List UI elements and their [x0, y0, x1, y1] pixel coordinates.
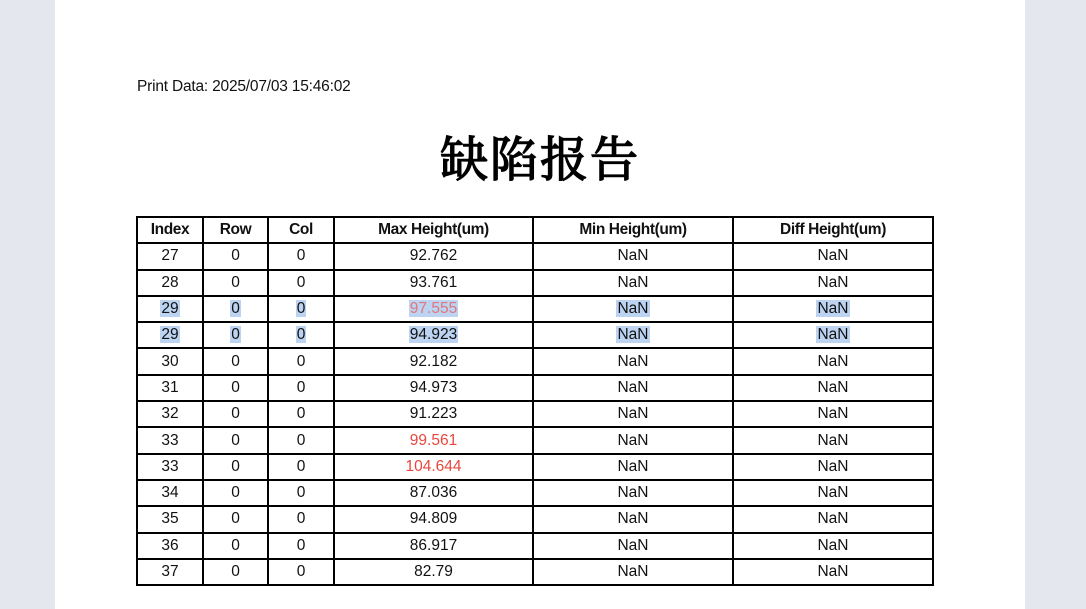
- cell-diff-height[interactable]: [733, 270, 933, 296]
- cell-min-height[interactable]: [533, 243, 733, 269]
- cell-min-height-text: NaN: [617, 484, 649, 502]
- cell-index[interactable]: [137, 375, 203, 401]
- cell-diff-height[interactable]: [733, 322, 933, 348]
- cell-diff-height-text: NaN: [817, 273, 849, 291]
- cell-index-text: 32: [161, 405, 179, 423]
- cell-row-text: 0: [231, 378, 240, 396]
- cell-max-height[interactable]: [334, 322, 533, 348]
- cell-col-text: 0: [296, 563, 306, 580]
- cell-diff-height-text: NaN: [817, 563, 849, 580]
- cell-row[interactable]: [203, 480, 268, 506]
- cell-col-text: 0: [296, 300, 306, 318]
- cell-max-height[interactable]: [334, 480, 533, 506]
- cell-min-height[interactable]: [533, 348, 733, 374]
- cell-min-height-text: NaN: [617, 273, 649, 291]
- cell-row-text: 0: [231, 273, 240, 291]
- cell-row[interactable]: [203, 243, 268, 269]
- cell-diff-height-text: NaN: [817, 431, 849, 449]
- cell-diff-height-text: NaN: [817, 484, 849, 502]
- cell-diff-height-text: NaN: [817, 536, 849, 554]
- cell-diff-height[interactable]: [733, 375, 933, 401]
- report-page: [55, 0, 1025, 609]
- cell-index-text: 28: [161, 273, 179, 291]
- cell-col[interactable]: [268, 533, 334, 559]
- table-row: [137, 270, 933, 296]
- cell-min-height[interactable]: [533, 427, 733, 453]
- cell-col-text: 0: [296, 431, 306, 449]
- cell-col[interactable]: [268, 375, 334, 401]
- cell-min-height[interactable]: [533, 322, 733, 348]
- cell-min-height[interactable]: [533, 401, 733, 427]
- cell-min-height-text: NaN: [617, 352, 649, 370]
- cell-col[interactable]: [268, 322, 334, 348]
- cell-diff-height[interactable]: [733, 348, 933, 374]
- cell-min-height-text: NaN: [617, 563, 649, 580]
- cell-max-height[interactable]: [334, 533, 533, 559]
- cell-col-text: 0: [296, 352, 306, 370]
- cell-max-height[interactable]: [334, 375, 533, 401]
- cell-index[interactable]: [137, 506, 203, 532]
- cell-min-height-text: NaN: [617, 300, 649, 318]
- cell-index-text: 31: [161, 378, 179, 396]
- cell-index-text: 37: [161, 563, 179, 580]
- cell-index[interactable]: [137, 296, 203, 322]
- cell-index[interactable]: [137, 322, 203, 348]
- cell-min-height[interactable]: [533, 375, 733, 401]
- cell-min-height[interactable]: [533, 296, 733, 322]
- cell-col-text: 0: [296, 326, 306, 344]
- cell-max-height[interactable]: [334, 454, 533, 480]
- cell-row-text: 0: [231, 247, 240, 265]
- cell-diff-height-text: NaN: [817, 457, 849, 475]
- cell-row-text: 0: [231, 484, 240, 502]
- cell-row-text: 0: [231, 352, 240, 370]
- cell-max-height-text: 97.555: [409, 300, 458, 318]
- cell-index-text: 29: [161, 300, 179, 318]
- cell-max-height-text: 92.182: [409, 352, 458, 370]
- cell-col[interactable]: [268, 401, 334, 427]
- cell-col[interactable]: [268, 480, 334, 506]
- table-row: [137, 559, 933, 585]
- cell-col[interactable]: [268, 296, 334, 322]
- cell-index-text: 33: [161, 457, 179, 475]
- cell-max-height[interactable]: [334, 506, 533, 532]
- cell-max-height-text: 94.973: [409, 378, 458, 396]
- cell-diff-height[interactable]: [733, 296, 933, 322]
- cell-col-text: 0: [296, 484, 306, 502]
- cell-row-text: 0: [231, 457, 240, 475]
- cell-max-height[interactable]: [334, 401, 533, 427]
- cell-row[interactable]: [203, 322, 268, 348]
- cell-diff-height-text: NaN: [817, 378, 849, 396]
- cell-index[interactable]: [137, 559, 203, 585]
- cell-max-height[interactable]: [334, 348, 533, 374]
- cell-index[interactable]: [137, 270, 203, 296]
- table-row: [137, 243, 933, 269]
- cell-max-height-text: 82.79: [414, 563, 453, 580]
- cell-max-height-text: 99.561: [409, 431, 458, 449]
- cell-col-text: 0: [296, 510, 306, 528]
- cell-index-text: 30: [161, 352, 179, 370]
- cell-row-text: 0: [231, 563, 240, 580]
- cell-max-height[interactable]: [334, 270, 533, 296]
- cell-max-height[interactable]: [334, 296, 533, 322]
- cell-row[interactable]: [203, 506, 268, 532]
- cell-index-text: 27: [161, 247, 179, 265]
- cell-min-height[interactable]: [533, 506, 733, 532]
- cell-index[interactable]: [137, 401, 203, 427]
- cell-index-text: 34: [161, 484, 179, 502]
- report-title[interactable]: 缺陷报告: [439, 134, 640, 187]
- cell-diff-height-text: NaN: [817, 247, 849, 265]
- cell-index-text: 33: [161, 431, 179, 449]
- cell-diff-height[interactable]: [733, 506, 933, 532]
- cell-col-text: 0: [296, 273, 306, 291]
- cell-row[interactable]: [203, 533, 268, 559]
- cell-index-text: 36: [161, 536, 179, 554]
- cell-min-height[interactable]: [533, 270, 733, 296]
- table-row: [137, 427, 933, 453]
- cell-max-height-text: 91.223: [409, 405, 458, 423]
- table-header-row: [137, 217, 933, 243]
- cell-diff-height-text: NaN: [817, 352, 849, 370]
- cell-min-height-text: NaN: [617, 405, 649, 423]
- header-row[interactable]: Row: [203, 217, 268, 243]
- cell-min-height-text: NaN: [617, 431, 649, 449]
- table-row: [137, 348, 933, 374]
- cell-row-text: 0: [231, 300, 240, 318]
- cell-col-text: 0: [296, 405, 306, 423]
- cell-row[interactable]: [203, 454, 268, 480]
- cell-diff-height[interactable]: [733, 454, 933, 480]
- cell-max-height-text: 94.923: [409, 326, 458, 344]
- cell-diff-height[interactable]: [733, 559, 933, 585]
- print-date[interactable]: Print Data: 2025/07/03 15:46:02: [137, 78, 351, 95]
- cell-min-height[interactable]: [533, 454, 733, 480]
- cell-index[interactable]: [137, 454, 203, 480]
- cell-index[interactable]: [137, 480, 203, 506]
- cell-min-height[interactable]: [533, 559, 733, 585]
- table-row: [137, 322, 933, 348]
- table-row: [137, 401, 933, 427]
- cell-index[interactable]: [137, 348, 203, 374]
- table-body: [137, 243, 933, 585]
- cell-row[interactable]: [203, 401, 268, 427]
- cell-row-text: 0: [231, 326, 240, 344]
- cell-row-text: 0: [231, 536, 240, 554]
- cell-col-text: 0: [296, 536, 306, 554]
- cell-max-height-text: 104.644: [405, 457, 462, 475]
- header-min-height[interactable]: Min Height(um): [533, 217, 733, 243]
- cell-col-text: 0: [296, 247, 306, 265]
- table-row: [137, 296, 933, 322]
- cell-index[interactable]: [137, 243, 203, 269]
- cell-col[interactable]: [268, 348, 334, 374]
- cell-max-height[interactable]: [334, 243, 533, 269]
- header-max-height[interactable]: Max Height(um): [334, 217, 533, 243]
- cell-diff-height-text: NaN: [817, 510, 849, 528]
- cell-max-height[interactable]: [334, 427, 533, 453]
- cell-diff-height[interactable]: [733, 401, 933, 427]
- cell-max-height-text: 93.761: [409, 273, 458, 291]
- cell-diff-height[interactable]: [733, 243, 933, 269]
- cell-min-height-text: NaN: [617, 247, 649, 265]
- cell-col[interactable]: [268, 506, 334, 532]
- cell-min-height-text: NaN: [617, 326, 649, 344]
- cell-row-text: 0: [231, 405, 240, 423]
- cell-diff-height-text: NaN: [817, 300, 849, 318]
- cell-row[interactable]: [203, 427, 268, 453]
- cell-diff-height[interactable]: [733, 533, 933, 559]
- cell-diff-height[interactable]: [733, 427, 933, 453]
- cell-index[interactable]: [137, 533, 203, 559]
- cell-col[interactable]: [268, 454, 334, 480]
- cell-max-height[interactable]: [334, 559, 533, 585]
- cell-min-height[interactable]: [533, 533, 733, 559]
- cell-row[interactable]: [203, 296, 268, 322]
- cell-col-text: 0: [296, 378, 306, 396]
- cell-diff-height-text: NaN: [817, 326, 849, 344]
- cell-col[interactable]: [268, 427, 334, 453]
- cell-index-text: 29: [161, 326, 179, 344]
- header-col[interactable]: Col: [268, 217, 334, 243]
- cell-min-height-text: NaN: [617, 457, 649, 475]
- header-diff-height[interactable]: Diff Height(um): [733, 217, 933, 243]
- cell-max-height-text: 92.762: [409, 247, 458, 265]
- cell-index-text: 35: [161, 510, 179, 528]
- cell-col[interactable]: [268, 270, 334, 296]
- cell-min-height[interactable]: [533, 480, 733, 506]
- table-row: [137, 480, 933, 506]
- table-row: [137, 454, 933, 480]
- header-index[interactable]: Index: [137, 217, 203, 243]
- cell-max-height-text: 87.036: [409, 484, 458, 502]
- table-row: [137, 375, 933, 401]
- defect-table: [136, 216, 934, 586]
- cell-row[interactable]: [203, 559, 268, 585]
- cell-row[interactable]: [203, 270, 268, 296]
- cell-col[interactable]: [268, 559, 334, 585]
- cell-col[interactable]: [268, 243, 334, 269]
- cell-min-height-text: NaN: [617, 536, 649, 554]
- cell-max-height-text: 94.809: [409, 510, 458, 528]
- cell-index[interactable]: [137, 427, 203, 453]
- cell-diff-height[interactable]: [733, 480, 933, 506]
- cell-diff-height-text: NaN: [817, 405, 849, 423]
- cell-row-text: 0: [231, 510, 240, 528]
- cell-row-text: 0: [231, 431, 240, 449]
- cell-min-height-text: NaN: [617, 378, 649, 396]
- table-row: [137, 533, 933, 559]
- cell-max-height-text: 86.917: [409, 536, 458, 554]
- cell-col-text: 0: [296, 457, 306, 475]
- cell-row[interactable]: [203, 348, 268, 374]
- cell-row[interactable]: [203, 375, 268, 401]
- cell-min-height-text: NaN: [617, 510, 649, 528]
- table-row: [137, 506, 933, 532]
